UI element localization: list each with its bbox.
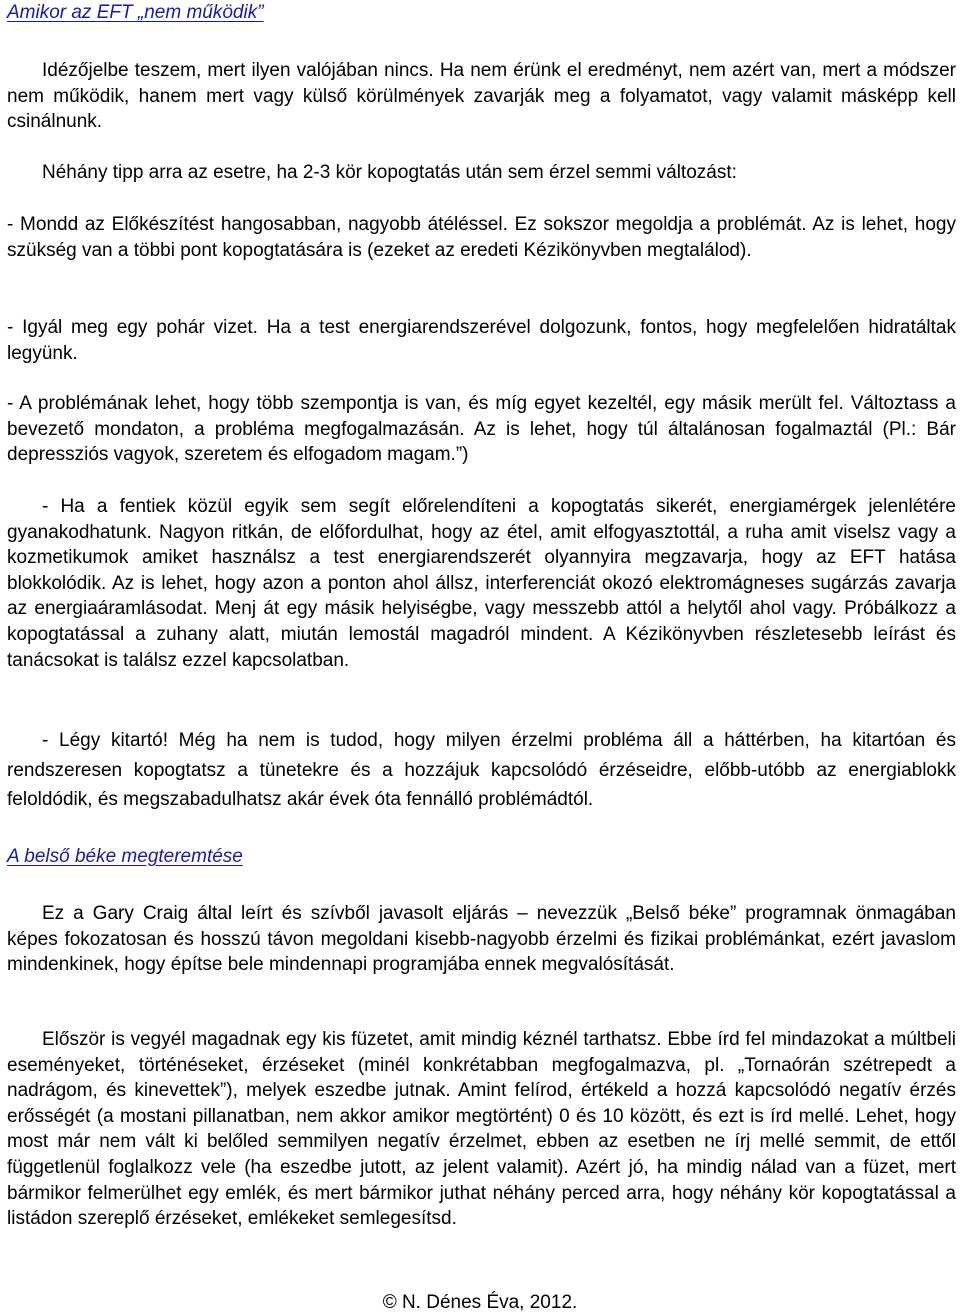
copyright-footer: © N. Dénes Éva, 2012. <box>382 1292 578 1313</box>
section-title-inner-peace: A belső béke megteremtése <box>7 846 243 867</box>
paragraph-tips-intro: Néhány tipp arra az esetre, ha 2-3 kör kopogtatás után sem érzel semmi változást: <box>42 162 737 183</box>
paragraph-tip-setup-louder: - Mondd az Előkészítést hangosabban, nagyobb átéléssel. Ez sokszor megoldja a problémát. Az is lehet, hogy szükség van a többi pont kopogtatására is (ezeket az eredeti Kézikönyvben megtalálod). <box>7 214 956 261</box>
paragraph-inner-peace-intro: Ez a Gary Craig által leírt és szívből javasolt eljárás – nevezzük „Belső béke” programnak önmagában képes fokozatosan és hosszú távon megoldani kisebb-nagyobb érzelmi és fizikai problémánkat, ezért javaslom mindenkinek, hogy építse bele mindennapi programjába ennek megvalósítását. <box>7 903 956 976</box>
paragraph-notebook-instructions: Először is vegyél magadnak egy kis füzetet, amit mindig kéznél tarthatsz. Ebbe írd fel mindazokat a múltbeli eseményeket, történéseket, érzéseket (minél konkrétabban megfogalmazva, pl. „Tornaórán szétrepedt a nadrágom, és kinevettek”), melyek eszedbe jutnak. Amint felírod, értékeld a hozzá kapcsolódó negatív érzés erősségét (a mostani pillanatban, nem akkor amikor megtörtént) 0 és 10 között, és ezt is írd mellé. Lehet, hogy most már nem vált ki belőled semmilyen negatív érzelmet, ebben az esetben ne írj mellé semmit, de ettől függetlenül foglalkozz vele (ha eszedbe jutott, az jelent valamit). Azért jó, ha mindig nálad van a füzet, mert bármikor felmerülhet egy emlék, és mert bármikor juthat néhány perced arra, hogy néhány kör kopogtatással a listádon szereplő érzéseket, emlékeket semlegesítsd. <box>7 1029 956 1230</box>
paragraph-tip-energy-toxins: - Ha a fentiek közül egyik sem segít előrelendíteni a kopogtatás sikerét, energiamérgek jelenlétére gyanakodhatunk. Nagyon ritkán, de előfordulhat, hogy az étel, amit elfogyasztottál, a ruha amit viselsz vagy a kozmetikumok amiket használsz a test energiarendszerét olyannyira megzavarja, hogy az EFT hatása blokkolódik. Az is lehet, hogy azon a ponton ahol állsz, interferenciát okozó elektromágneses sugárzás zavarja az energiaáramlásodat. Menj át egy másik helyiségbe, vagy messzebb attól a helytől ahol vagy. Próbálkozz a kopogtatással a zuhany alatt, miután lemostál magadról mindent. A Kézikönyvben részletesebb leírást és tanácsokat is találsz ezzel kapcsolatban. <box>7 496 956 671</box>
paragraph-tip-persistence: - Légy kitartó! Még ha nem is tudod, hogy milyen érzelmi probléma áll a háttérben, ha kitartóan és rendszeresen kopogtatsz a tünetekre és a hozzájuk kapcsolódó érzéseidre, előbb-utóbb az energiablokk feloldódik, és megszabadulhatsz akár évek óta fennálló problémádtól. <box>7 730 956 810</box>
paragraph-intro: Idézőjelbe teszem, mert ilyen valójában nincs. Ha nem érünk el eredményt, nem azért van, mert a módszer nem működik, hanem mert vagy külső körülmények zavarják meg a folyamatot, vagy valamit másképp kell csinálnunk. <box>7 60 956 133</box>
section-title-eft-not-working: Amikor az EFT „nem működik” <box>7 2 264 23</box>
paragraph-tip-aspects: - A problémának lehet, hogy több szempontja is van, és míg egyet kezeltél, egy másik merült fel. Változtass a bevezető mondaton, a probléma megfogalmazásán. Az is lehet, hogy túl általánosan fogalmaztál (Pl.: Bár depressziós vagyok, szeretem és elfogadom magam.”) <box>7 393 956 466</box>
paragraph-tip-drink-water: - Igyál meg egy pohár vizet. Ha a test energiarendszerével dolgozunk, fontos, hogy megfelelően hidratáltak legyünk. <box>7 317 956 364</box>
